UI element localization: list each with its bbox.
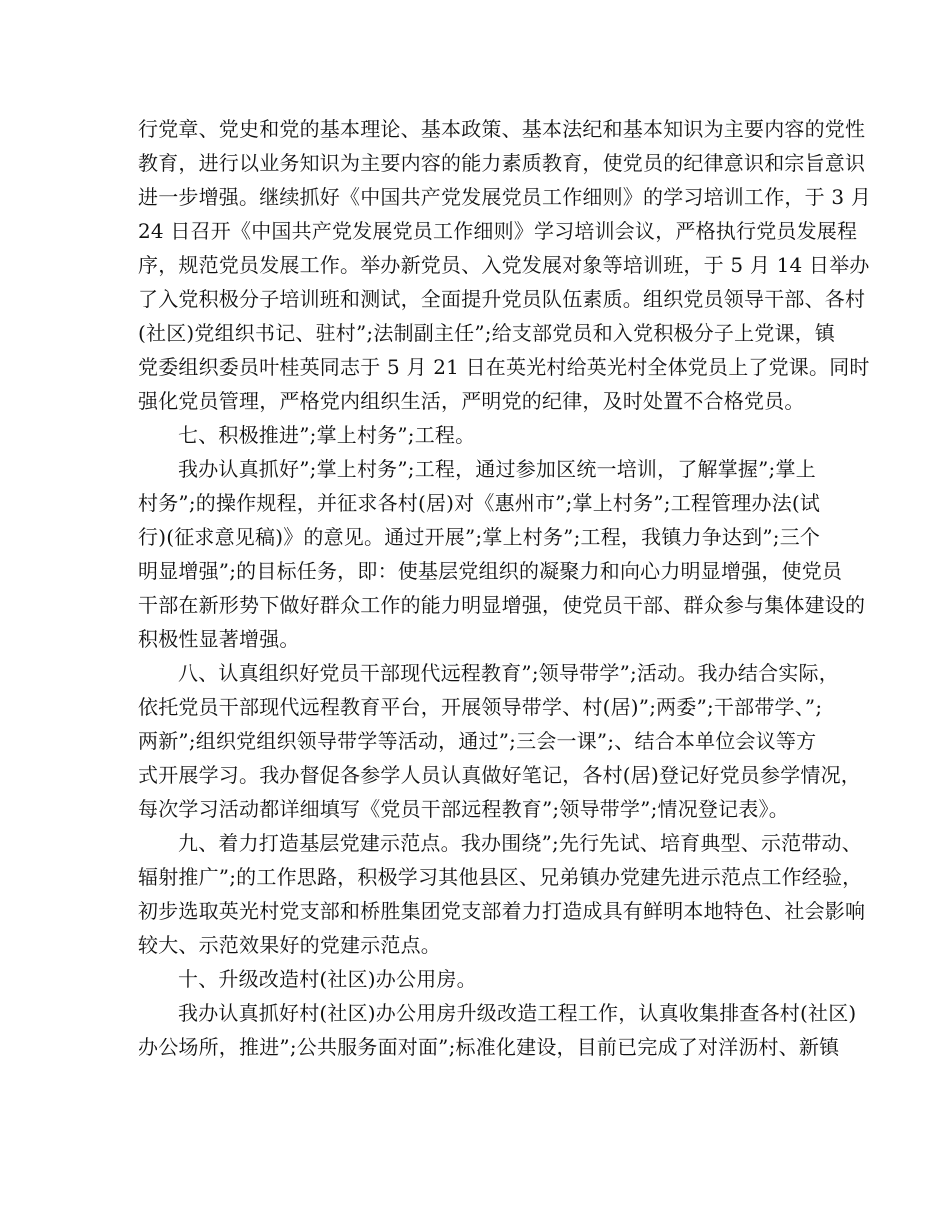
text-line: 行)(征求意见稿)》的意见。通过开展”;掌上村务”;工程，我镇力争达到”;三个: [138, 525, 821, 549]
text-line: 序，规范党员发展工作。举办新党员、入党发展对象等培训班，于 5 月 14 日举办: [138, 253, 870, 277]
text-line: 积极性显著增强。: [138, 627, 300, 651]
text-line: 较大、示范效果好的党建示范点。: [138, 933, 441, 957]
text-line: 依托党员干部现代远程教育平台，开展领导带学、村(居)”;两委”;干部带学、”;: [138, 695, 823, 719]
text-line: 进一步增强。继续抓好《中国共产党发展党员工作细则》的学习培训工作，于 3 月: [138, 185, 872, 209]
text-line: 两新”;组织党组织领导带学等活动，通过”;三会一课”;、结合本单位会议等方: [138, 729, 817, 753]
text-line: 24 日召开《中国共产党发展党员工作细则》学习培训会议，严格执行党员发展程: [138, 219, 858, 243]
text-line: (社区)党组织书记、驻村”;法制副主任”;给支部党员和入党积极分子上党课，镇: [138, 321, 836, 345]
text-line: 我办认真抓好村(社区)办公用房升级改造工程工作，认真收集排查各村(社区): [178, 1001, 857, 1025]
text-line: 辐射推广”;的工作思路，积极学习其他县区、兄弟镇办党建先进示范点工作经验，: [138, 865, 863, 889]
text-line: 式开展学习。我办督促各参学人员认真做好笔记，各村(居)登记好党员参学情况，: [138, 763, 862, 787]
text-line: 党委组织委员叶桂英同志于 5 月 21 日在英光村给英光村全体党员上了党课。同时: [138, 355, 870, 379]
text-line: 行党章、党史和党的基本理论、基本政策、基本法纪和基本知识为主要内容的党性: [138, 117, 866, 141]
text-line: 办公场所，推进”;公共服务面对面”;标准化建设，目前已完成了对洋沥村、新镇: [138, 1035, 840, 1059]
text-line: 十、升级改造村(社区)办公用房。: [178, 967, 477, 991]
text-line: 八、认真组织好党员干部现代远程教育”;领导带学”;活动。我办结合实际，: [178, 661, 839, 685]
text-line: 村务”;的操作规程，并征求各村(居)对《惠州市”;掌上村务”;工程管理办法(试: [138, 491, 821, 515]
text-line: 了入党积极分子培训班和测试，全面提升党员队伍素质。组织党员领导干部、各村: [138, 287, 866, 311]
text-line: 教育，进行以业务知识为主要内容的能力素质教育，使党员的纪律意识和宗旨意识: [138, 151, 866, 175]
text-line: 我办认真抓好”;掌上村务”;工程，通过参加区统一培训，了解掌握”;掌上: [178, 457, 816, 481]
text-line: 干部在新形势下做好群众工作的能力明显增强，使党员干部、群众参与集体建设的: [138, 593, 866, 617]
document-body: [138, 112, 872, 1064]
text-line: 九、着力打造基层党建示范点。我办围绕”;先行先试、培育典型、示范带动、: [178, 831, 862, 855]
text-line: 初步选取英光村党支部和桥胜集团党支部着力打造成具有鲜明本地特色、社会影响: [138, 899, 866, 923]
text-line: 强化党员管理，严格党内组织生活，严明党的纪律，及时处置不合格党员。: [138, 389, 805, 413]
text-line: 明显增强”;的目标任务，即：使基层党组织的凝聚力和向心力明显增强，使党员: [138, 559, 843, 583]
text-line: 每次学习活动都详细填写《党员干部远程教育”;领导带学”;情况登记表》。: [138, 797, 789, 821]
text-line: 七、积极推进”;掌上村务”;工程。: [178, 423, 476, 447]
